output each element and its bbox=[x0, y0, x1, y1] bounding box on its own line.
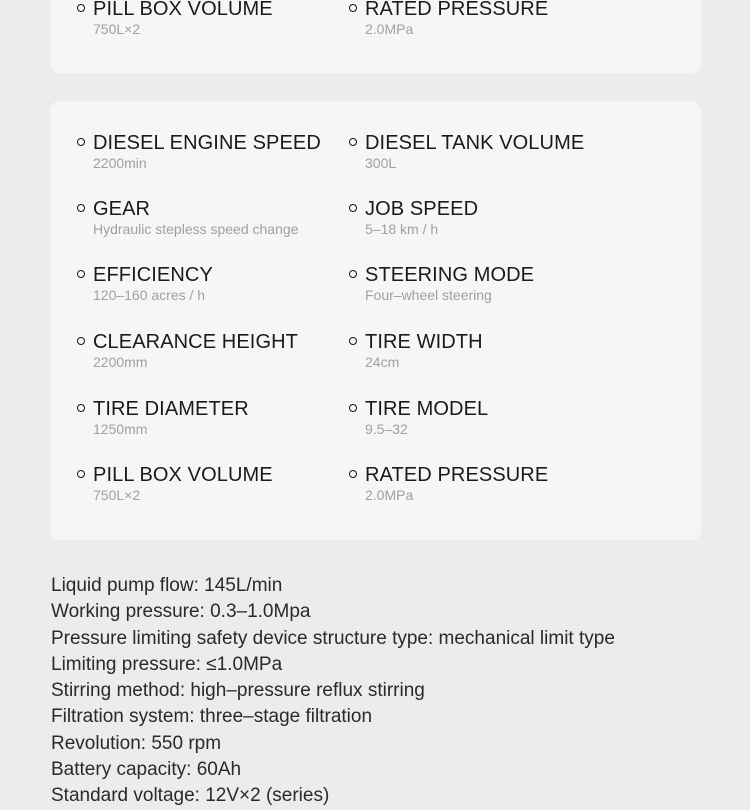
bullet-icon bbox=[349, 337, 357, 345]
bullet-icon bbox=[77, 4, 85, 12]
spec-title: EFFICIENCY bbox=[93, 264, 213, 286]
spec-title: STEERING MODE bbox=[365, 264, 535, 286]
description-line: Filtration system: three–stage filtration bbox=[51, 706, 373, 728]
spec-item bbox=[93, 398, 363, 438]
bullet-icon bbox=[349, 470, 357, 478]
spec-title: PILL BOX VOLUME bbox=[93, 464, 273, 486]
spec-title: JOB SPEED bbox=[365, 198, 479, 220]
description-line: Liquid pump flow: 145L/min bbox=[51, 575, 283, 596]
spec-item bbox=[365, 198, 635, 238]
spec-title: GEAR bbox=[93, 198, 151, 220]
spec-item bbox=[93, 0, 363, 38]
spec-item bbox=[365, 398, 635, 438]
spec-item bbox=[93, 132, 363, 172]
spec-value: 750L×2 bbox=[93, 21, 141, 37]
bullet-icon bbox=[349, 138, 357, 146]
spec-title: DIESEL TANK VOLUME bbox=[365, 132, 585, 154]
spec-title: PILL BOX VOLUME bbox=[93, 0, 273, 20]
bullet-icon bbox=[349, 270, 357, 278]
bullet-icon bbox=[349, 404, 357, 412]
description-line: Stirring method: high–pressure reflux stirring bbox=[51, 680, 425, 702]
bullet-icon bbox=[349, 4, 357, 12]
description-line: Battery capacity: 60Ah bbox=[51, 759, 242, 781]
spec-value: 300L bbox=[365, 155, 397, 171]
spec-value: 1250mm bbox=[93, 421, 148, 437]
spec-value: 750L×2 bbox=[93, 487, 141, 503]
bullet-icon bbox=[349, 204, 357, 212]
spec-title: RATED PRESSURE bbox=[365, 464, 549, 486]
spec-value: 2.0MPa bbox=[365, 21, 414, 37]
spec-value: Hydraulic stepless speed change bbox=[93, 221, 299, 237]
spec-item bbox=[93, 464, 363, 504]
spec-title: CLEARANCE HEIGHT bbox=[93, 331, 298, 353]
spec-value: 5–18 km / h bbox=[365, 221, 439, 237]
description-line: Limiting pressure: ≤1.0MPa bbox=[51, 653, 283, 675]
spec-title: TIRE MODEL bbox=[365, 398, 489, 420]
bullet-icon bbox=[77, 138, 85, 146]
description-line: Revolution: 550 rpm bbox=[51, 732, 222, 754]
spec-value: 120–160 acres / h bbox=[93, 287, 206, 303]
spec-value: 2200mm bbox=[93, 354, 148, 370]
spec-item bbox=[93, 198, 363, 238]
bullet-icon bbox=[77, 270, 85, 278]
spec-value: Four–wheel steering bbox=[365, 287, 492, 303]
spec-card-top bbox=[50, 0, 701, 73]
spec-item bbox=[365, 264, 635, 304]
description-line: Working pressure: 0.3–1.0Mpa bbox=[51, 601, 311, 623]
spec-value: 24cm bbox=[365, 354, 400, 370]
spec-item bbox=[365, 464, 635, 504]
spec-title: DIESEL ENGINE SPEED bbox=[93, 132, 321, 154]
spec-title: TIRE DIAMETER bbox=[93, 398, 249, 420]
spec-value: 9.5–32 bbox=[365, 421, 408, 437]
spec-item bbox=[365, 331, 635, 371]
description-line: Standard voltage: 12V×2 (series) bbox=[51, 785, 330, 807]
bullet-icon bbox=[77, 470, 85, 478]
spec-value: 2.0MPa bbox=[365, 487, 414, 503]
description-line: Pressure limiting safety device structure type: mechanical limit type bbox=[51, 627, 615, 649]
spec-title: RATED PRESSURE bbox=[365, 0, 549, 20]
spec-item bbox=[93, 264, 363, 304]
bullet-icon bbox=[77, 204, 85, 212]
spec-item bbox=[365, 0, 635, 38]
spec-item bbox=[365, 132, 635, 172]
spec-item bbox=[93, 331, 363, 371]
description-list bbox=[51, 573, 615, 810]
spec-title: TIRE WIDTH bbox=[365, 331, 483, 353]
spec-value: 2200min bbox=[93, 155, 147, 171]
bullet-icon bbox=[77, 404, 85, 412]
spec-card-main bbox=[50, 101, 701, 540]
bullet-icon bbox=[77, 337, 85, 345]
